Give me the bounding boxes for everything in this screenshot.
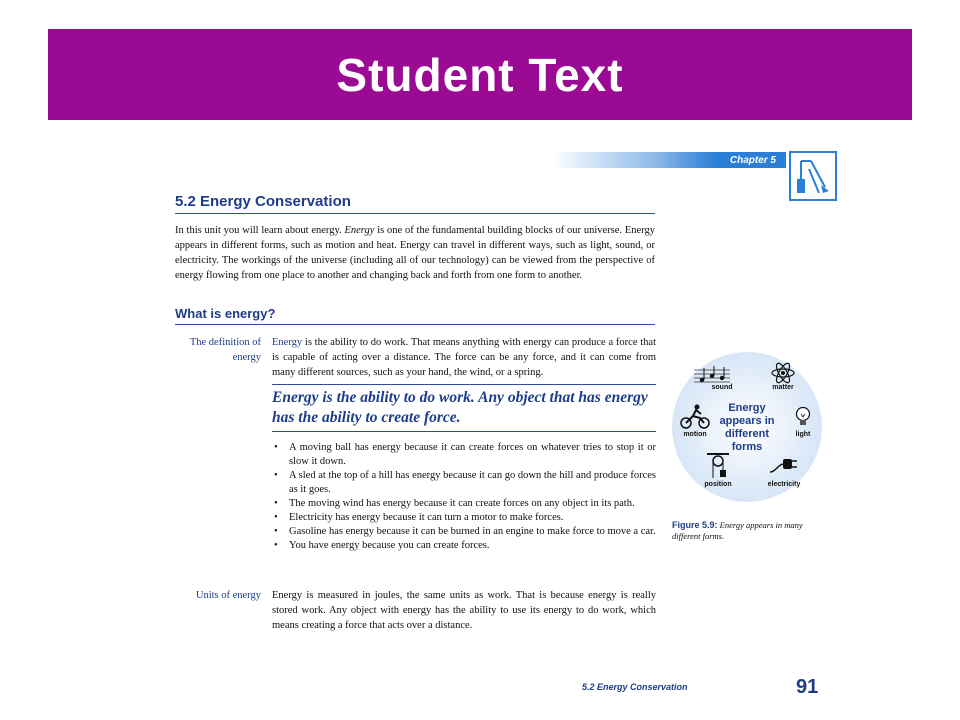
callout-bottom-rule: [272, 431, 656, 432]
side-label-units: Units of energy: [195, 590, 261, 601]
side-label-definition: The definition of energy: [189, 337, 261, 363]
callout-top-rule: [272, 384, 656, 385]
intro-paragraph: In this unit you will learn about energy. Energy is one of the fundamental building blocks of our universe. Energy appears in different forms, such as motion and heat. Energy can travel in different ways, such as light, sound, or electricity. The workings of the universe (including all of our technology) can be viewed from the perspective of energy flowing from one place to another and changing back and forth from one form to another.: [175, 225, 655, 281]
footer-section-label: 5.2 Energy Conservation: [582, 682, 688, 692]
subsection-title: What is energy?: [175, 306, 276, 321]
subsection-rule: [175, 324, 655, 325]
chapter-label: Chapter 5: [729, 154, 776, 166]
chapter-icon: [789, 151, 837, 201]
chapter-header-bar: [552, 152, 786, 168]
figure-label-light: light: [795, 431, 811, 438]
list-item: • Electricity has energy because it can turn a motor to make forces.: [272, 511, 656, 525]
callout-text: Energy is the ability to do work. Any object that has energy has the ability to create force.: [272, 389, 648, 426]
banner: [48, 29, 912, 120]
list-item: • The moving wind has energy because it can create forces on any object in its path.: [272, 497, 656, 511]
figure-label-sound: sound: [711, 384, 733, 391]
section-rule: [175, 213, 655, 214]
figure-caption: Figure 5.9: Energy appears in many different forms.: [672, 520, 803, 541]
energy-examples-list: [272, 441, 656, 553]
electric-plug-icon: [768, 452, 798, 476]
light-bulb-icon: [794, 406, 812, 428]
figure-center-text: Energy appears in different forms: [719, 402, 775, 453]
units-paragraph: Energy is measured in joules, the same units as work. That is because energy is really stored work. Any object with energy has the ability to use its energy to do work, which means creating a force that acts over a distance.: [272, 590, 656, 631]
banner-title: Student Text: [336, 48, 624, 101]
figure-number: Figure 5.9:: [672, 520, 718, 530]
music-notes-icon: [694, 364, 730, 386]
list-item: • Gasoline has energy because it can be burned in an engine to make force to move a car.: [272, 525, 656, 539]
figure-label-matter: matter: [772, 384, 794, 391]
page-number: 91: [796, 676, 819, 698]
definition-term: Energy: [272, 337, 303, 348]
section-title: 5.2 Energy Conservation: [175, 193, 351, 210]
cyclist-icon: [680, 404, 710, 430]
list-item: • A sled at the top of a hill has energy because it can go down the hill and produce forces as it goes.: [272, 469, 656, 497]
figure-label-electricity: electricity: [767, 481, 801, 488]
list-item: • You have energy because you can create forces.: [272, 539, 656, 553]
figure-label-position: position: [704, 481, 732, 488]
list-item: • A moving ball has energy because it can create forces on whatever tries to stop it or slow it down.: [272, 441, 656, 469]
pulley-icon: [707, 452, 729, 480]
atom-icon: [771, 362, 795, 384]
figure-label-motion: motion: [683, 431, 707, 438]
definition-paragraph: Energy is the ability to do work. That means anything with energy can produce a force that is capable of acting over a distance. The force can be any force, and it can come from many different sources, such as your hand, the wind, or a spring.: [272, 337, 656, 378]
